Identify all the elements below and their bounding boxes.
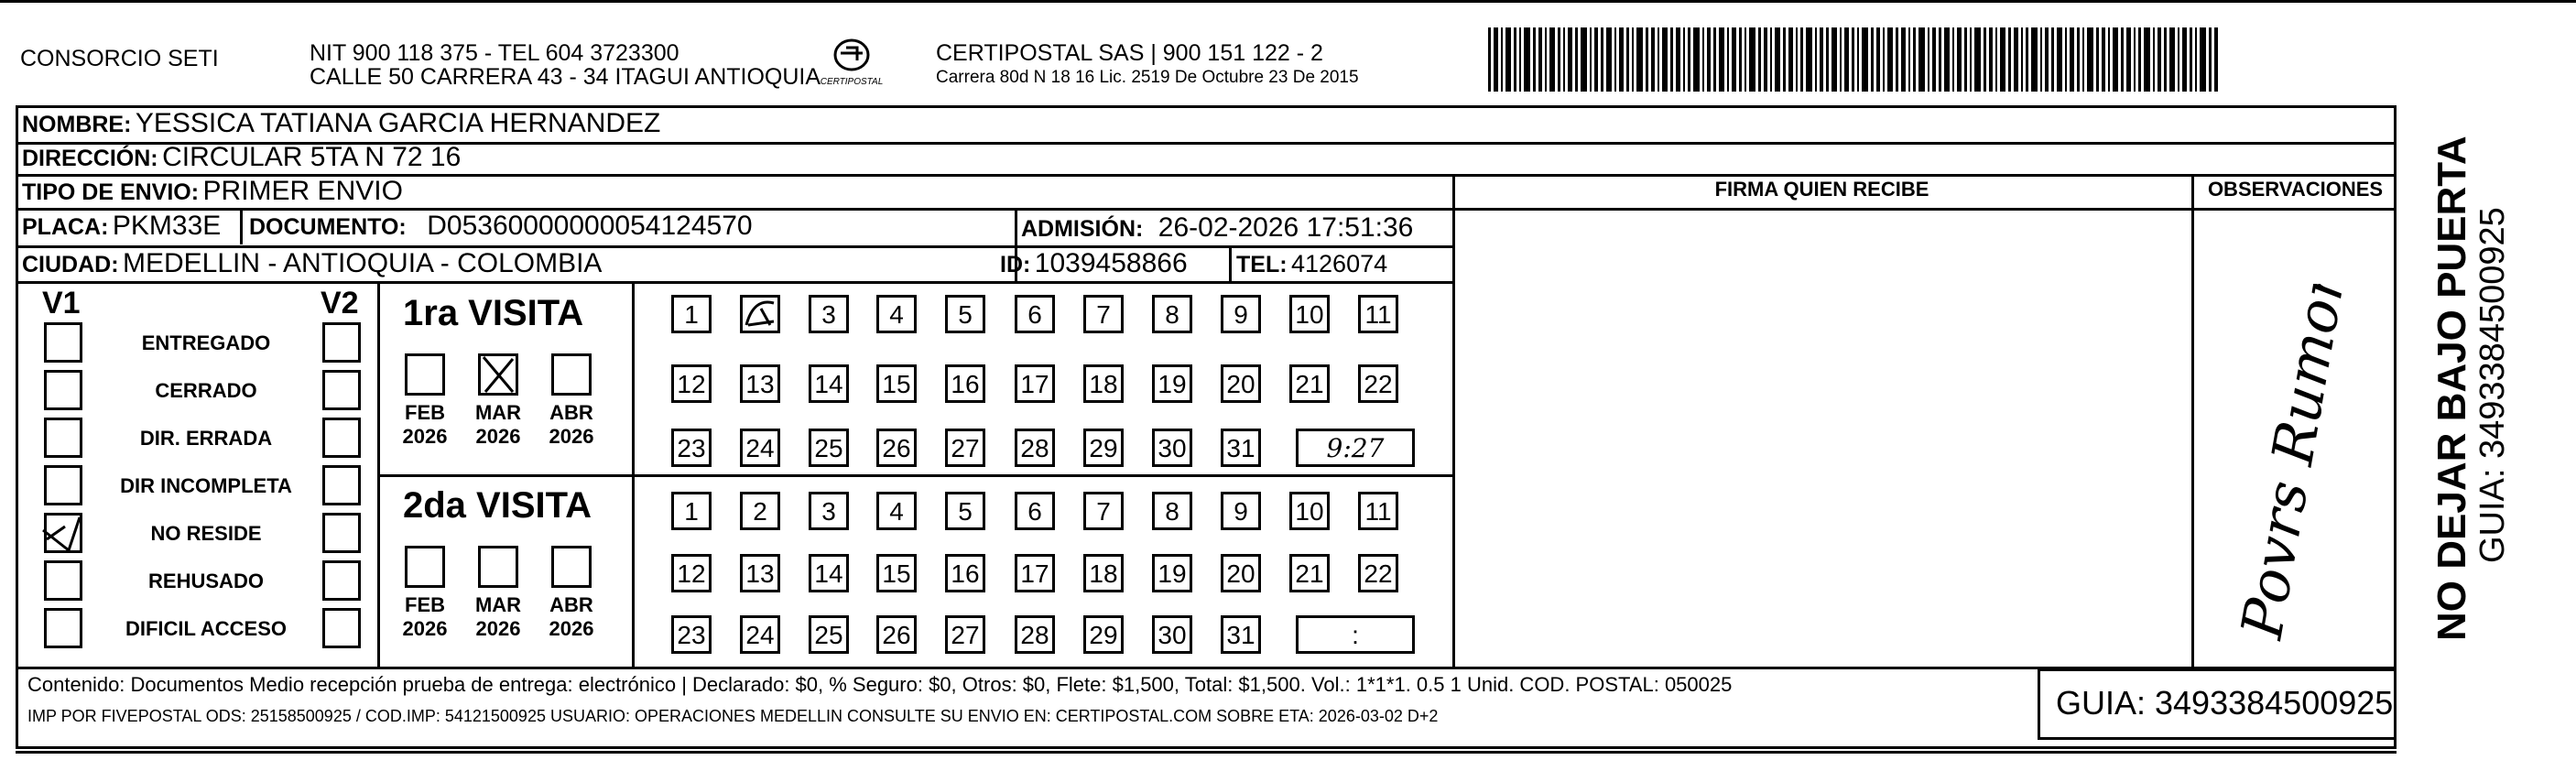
- v2-status-checkbox[interactable]: [322, 370, 361, 410]
- v2-status-checkbox[interactable]: [322, 608, 361, 648]
- day-cell[interactable]: 11: [1358, 492, 1398, 530]
- day-cell[interactable]: 15: [876, 364, 917, 403]
- day-cell[interactable]: 6: [1015, 295, 1055, 333]
- handwriting-text: Povrs Rumora: [2227, 284, 2364, 644]
- month-name: FEB: [405, 401, 445, 424]
- firma-header: FIRMA QUIEN RECIBE: [1714, 178, 1929, 201]
- footer-contenido: Contenido: Documentos Medio recepción prueba de entrega: electrónico | Declarado: $0, % Seguro: $0, Otros: $0, Flete: $1,500, Total: $1,500. Vol.: 1*1*1. 0.5 1 Unid. COD. POSTAL: 050025: [27, 673, 1733, 696]
- month-year: 2026: [549, 617, 594, 640]
- month-name: ABR: [549, 593, 593, 616]
- day-cell[interactable]: 19: [1152, 364, 1192, 403]
- day-cell[interactable]: 28: [1015, 615, 1055, 654]
- v2-status-checkbox[interactable]: [322, 322, 361, 363]
- col-line: [1229, 245, 1232, 282]
- day-cell[interactable]: 27: [945, 429, 985, 467]
- v1-status-checkbox[interactable]: [44, 370, 82, 410]
- side-guia-text: GUIA: 3493384500925: [2473, 207, 2512, 563]
- v2-status-checkbox[interactable]: [322, 418, 361, 458]
- time-field[interactable]: :: [1296, 615, 1415, 654]
- day-cell[interactable]: 25: [809, 429, 849, 467]
- documento-value: D05360000000054124570: [427, 211, 753, 241]
- month-checkbox[interactable]: [478, 353, 518, 396]
- v2-label: V2: [321, 286, 359, 320]
- status-label: DIFICIL ACCESO: [125, 617, 287, 640]
- month-checkbox[interactable]: [405, 546, 445, 588]
- v1-status-checkbox[interactable]: [44, 560, 82, 601]
- day-cell[interactable]: 1: [671, 295, 712, 333]
- company-name: CONSORCIO SETI: [20, 46, 219, 71]
- day-cell[interactable]: 3: [809, 295, 849, 333]
- day-cell[interactable]: 12: [671, 554, 712, 592]
- ciudad-row: [22, 248, 602, 279]
- month-year: 2026: [475, 425, 521, 448]
- day-cell[interactable]: 31: [1221, 429, 1261, 467]
- day-cell[interactable]: 16: [945, 554, 985, 592]
- day-cell[interactable]: 19: [1152, 554, 1192, 592]
- ciudad-label: CIUDAD:: [22, 252, 119, 277]
- day-cell[interactable]: 13: [740, 554, 780, 592]
- col-line: [240, 208, 243, 244]
- day-cell[interactable]: 4: [876, 492, 917, 530]
- day-cell[interactable]: 23: [671, 429, 712, 467]
- month-year: 2026: [402, 425, 448, 448]
- day-cell[interactable]: 26: [876, 429, 917, 467]
- admision-row: [1021, 212, 1413, 244]
- visit-divider: [377, 474, 1452, 477]
- day-cell[interactable]: 8: [1152, 492, 1192, 530]
- tipo-row: [22, 176, 403, 207]
- v2-status-checkbox[interactable]: [322, 465, 361, 505]
- day-cell[interactable]: 22: [1358, 554, 1398, 592]
- documento-label: DOCUMENTO:: [249, 214, 407, 240]
- id-label: ID:: [1000, 252, 1031, 277]
- documento-row: [249, 211, 753, 242]
- placa-value: PKM33E: [112, 211, 222, 241]
- day-cell[interactable]: 25: [809, 615, 849, 654]
- month-checkbox[interactable]: [478, 546, 518, 588]
- v1-status-checkbox[interactable]: [44, 513, 82, 553]
- day-cell[interactable]: 14: [809, 364, 849, 403]
- status-label: REHUSADO: [148, 570, 264, 592]
- v1-status-checkbox[interactable]: [44, 322, 82, 363]
- day-cell[interactable]: 11: [1358, 295, 1398, 333]
- certipostal-logo: [806, 37, 897, 93]
- col-line: [1452, 174, 1455, 667]
- logo-wordmark: CERTIPOSTAL: [820, 77, 884, 87]
- day-cell[interactable]: 20: [1221, 554, 1261, 592]
- month-year: 2026: [475, 617, 521, 640]
- day-cell[interactable]: 17: [1015, 364, 1055, 403]
- day-cell[interactable]: 24: [740, 429, 780, 467]
- no-dejar-text: NO DEJAR BAJO PUERTA: [2429, 136, 2474, 641]
- day-cell[interactable]: 10: [1289, 295, 1330, 333]
- day-cell[interactable]: 5: [945, 295, 985, 333]
- footer-guia: GUIA: 3493384500925: [2056, 684, 2394, 722]
- day-cell[interactable]: 17: [1015, 554, 1055, 592]
- month-year: 2026: [549, 425, 594, 448]
- month-label: [393, 401, 457, 449]
- day-cell[interactable]: 13: [740, 364, 780, 403]
- month-checkbox[interactable]: [551, 546, 592, 588]
- day-cell[interactable]: 23: [671, 615, 712, 654]
- v1-status-checkbox[interactable]: [44, 418, 82, 458]
- v1-status-checkbox[interactable]: [44, 608, 82, 648]
- col-line: [2191, 174, 2194, 667]
- day-cell[interactable]: 24: [740, 615, 780, 654]
- day-cell[interactable]: 15: [876, 554, 917, 592]
- month-label: [466, 593, 530, 641]
- day-cell[interactable]: 30: [1152, 429, 1192, 467]
- bottom-edge: [16, 751, 2397, 754]
- status-label: NO RESIDE: [150, 522, 262, 545]
- day-cell[interactable]: 29: [1083, 429, 1124, 467]
- row-line: [16, 281, 1453, 284]
- direccion-label: DIRECCIÓN:: [22, 146, 158, 171]
- day-cell[interactable]: 2: [740, 492, 780, 530]
- status-label: CERRADO: [155, 379, 257, 402]
- day-cell[interactable]: 21: [1289, 554, 1330, 592]
- address-line: CALLE 50 CARRERA 43 - 34 ITAGUI ANTIOQUIA: [310, 64, 821, 90]
- day-cell[interactable]: 6: [1015, 492, 1055, 530]
- direccion-value: CIRCULAR 5TA N 72 16: [162, 142, 462, 172]
- v2-status-checkbox[interactable]: [322, 513, 361, 553]
- top-edge: [0, 0, 2576, 3]
- v2-status-checkbox[interactable]: [322, 560, 361, 601]
- id-value: 1039458866: [1034, 248, 1188, 278]
- month-label: [393, 593, 457, 641]
- visit1-title: 1ra VISITA: [403, 293, 584, 333]
- day-cell[interactable]: 22: [1358, 364, 1398, 403]
- certipostal-line2: Carrera 80d N 18 16 Lic. 2519 De Octubre 23 De 2015: [936, 68, 1359, 87]
- day-cell[interactable]: 16: [945, 364, 985, 403]
- placa-label: PLACA:: [22, 214, 109, 240]
- day-cell[interactable]: [740, 295, 780, 333]
- month-name: MAR: [474, 401, 522, 424]
- month-label: [539, 401, 603, 449]
- admision-value: 26-02-2026 17:51:36: [1158, 212, 1414, 243]
- tipo-value: PRIMER ENVIO: [202, 176, 403, 206]
- day-cell[interactable]: 9: [1221, 295, 1261, 333]
- month-checkbox[interactable]: [551, 353, 592, 396]
- day-cell[interactable]: 30: [1152, 615, 1192, 654]
- day-cell[interactable]: 28: [1015, 429, 1055, 467]
- side-text: [2401, 105, 2575, 655]
- day-cell[interactable]: 4: [876, 295, 917, 333]
- nombre-label: NOMBRE:: [22, 112, 132, 137]
- day-cell[interactable]: 7: [1083, 295, 1124, 333]
- v1-label: V1: [42, 286, 81, 320]
- v1-status-checkbox[interactable]: [44, 465, 82, 505]
- day-cell[interactable]: 21: [1289, 364, 1330, 403]
- time-field[interactable]: 9:27: [1296, 429, 1415, 467]
- status-label: DIR. ERRADA: [139, 427, 273, 450]
- day-cell[interactable]: 9: [1221, 492, 1261, 530]
- day-cell[interactable]: 18: [1083, 554, 1124, 592]
- admision-label: ADMISIÓN:: [1021, 216, 1144, 242]
- day-cell[interactable]: 10: [1289, 492, 1330, 530]
- status-label: DIR INCOMPLETA: [120, 474, 292, 497]
- nombre-value: YESSICA TATIANA GARCIA HERNANDEZ: [135, 108, 661, 138]
- row-line: [1452, 208, 2397, 211]
- day-cell[interactable]: 29: [1083, 615, 1124, 654]
- barcode: [1488, 27, 2221, 92]
- month-name: MAR: [474, 593, 522, 616]
- day-cell[interactable]: 18: [1083, 364, 1124, 403]
- nombre-row: [22, 108, 660, 139]
- status-label: ENTREGADO: [141, 331, 271, 354]
- tel-label: TEL:: [1236, 252, 1288, 277]
- day-cell[interactable]: 27: [945, 615, 985, 654]
- day-cell[interactable]: 3: [809, 492, 849, 530]
- footer-imp: IMP POR FIVEPOSTAL ODS: 25158500925 / COD.IMP: 54121500925 USUARIO: OPERACIONES MEDELLIN CONSULTE SU ENVIO EN: CERTIPOSTAL.COM SOBRE ETA: 2026-03-02 D+2: [27, 707, 1439, 725]
- day-cell[interactable]: 20: [1221, 364, 1261, 403]
- month-checkbox[interactable]: [405, 353, 445, 396]
- ciudad-value: MEDELLIN - ANTIOQUIA - COLOMBIA: [123, 248, 603, 278]
- day-cell[interactable]: 26: [876, 615, 917, 654]
- day-cell[interactable]: 8: [1152, 295, 1192, 333]
- day-cell[interactable]: 14: [809, 554, 849, 592]
- certipostal-line1: CERTIPOSTAL SAS | 900 151 122 - 2: [936, 40, 1323, 66]
- nit-line: NIT 900 118 375 - TEL 604 3723300: [310, 40, 679, 66]
- day-cell[interactable]: 7: [1083, 492, 1124, 530]
- visit-col-divider: [632, 281, 635, 667]
- tel-value: 4126074: [1291, 250, 1388, 277]
- observaciones-header: OBSERVACIONES: [2207, 178, 2384, 201]
- month-label: [539, 593, 603, 641]
- tipo-label: TIPO DE ENVIO:: [22, 179, 200, 205]
- placa-row: [22, 211, 221, 242]
- day-cell[interactable]: 5: [945, 492, 985, 530]
- tel-row: [1236, 250, 1387, 278]
- day-cell[interactable]: 12: [671, 364, 712, 403]
- month-name: ABR: [549, 401, 593, 424]
- day-cell[interactable]: 1: [671, 492, 712, 530]
- month-label: [466, 401, 530, 449]
- day-cell[interactable]: 31: [1221, 615, 1261, 654]
- month-year: 2026: [402, 617, 448, 640]
- id-row: [1000, 248, 1188, 279]
- visit2-title: 2da VISITA: [403, 485, 592, 526]
- direccion-row: [22, 142, 461, 173]
- observaciones-handwriting: [2207, 284, 2390, 650]
- month-name: FEB: [405, 593, 445, 616]
